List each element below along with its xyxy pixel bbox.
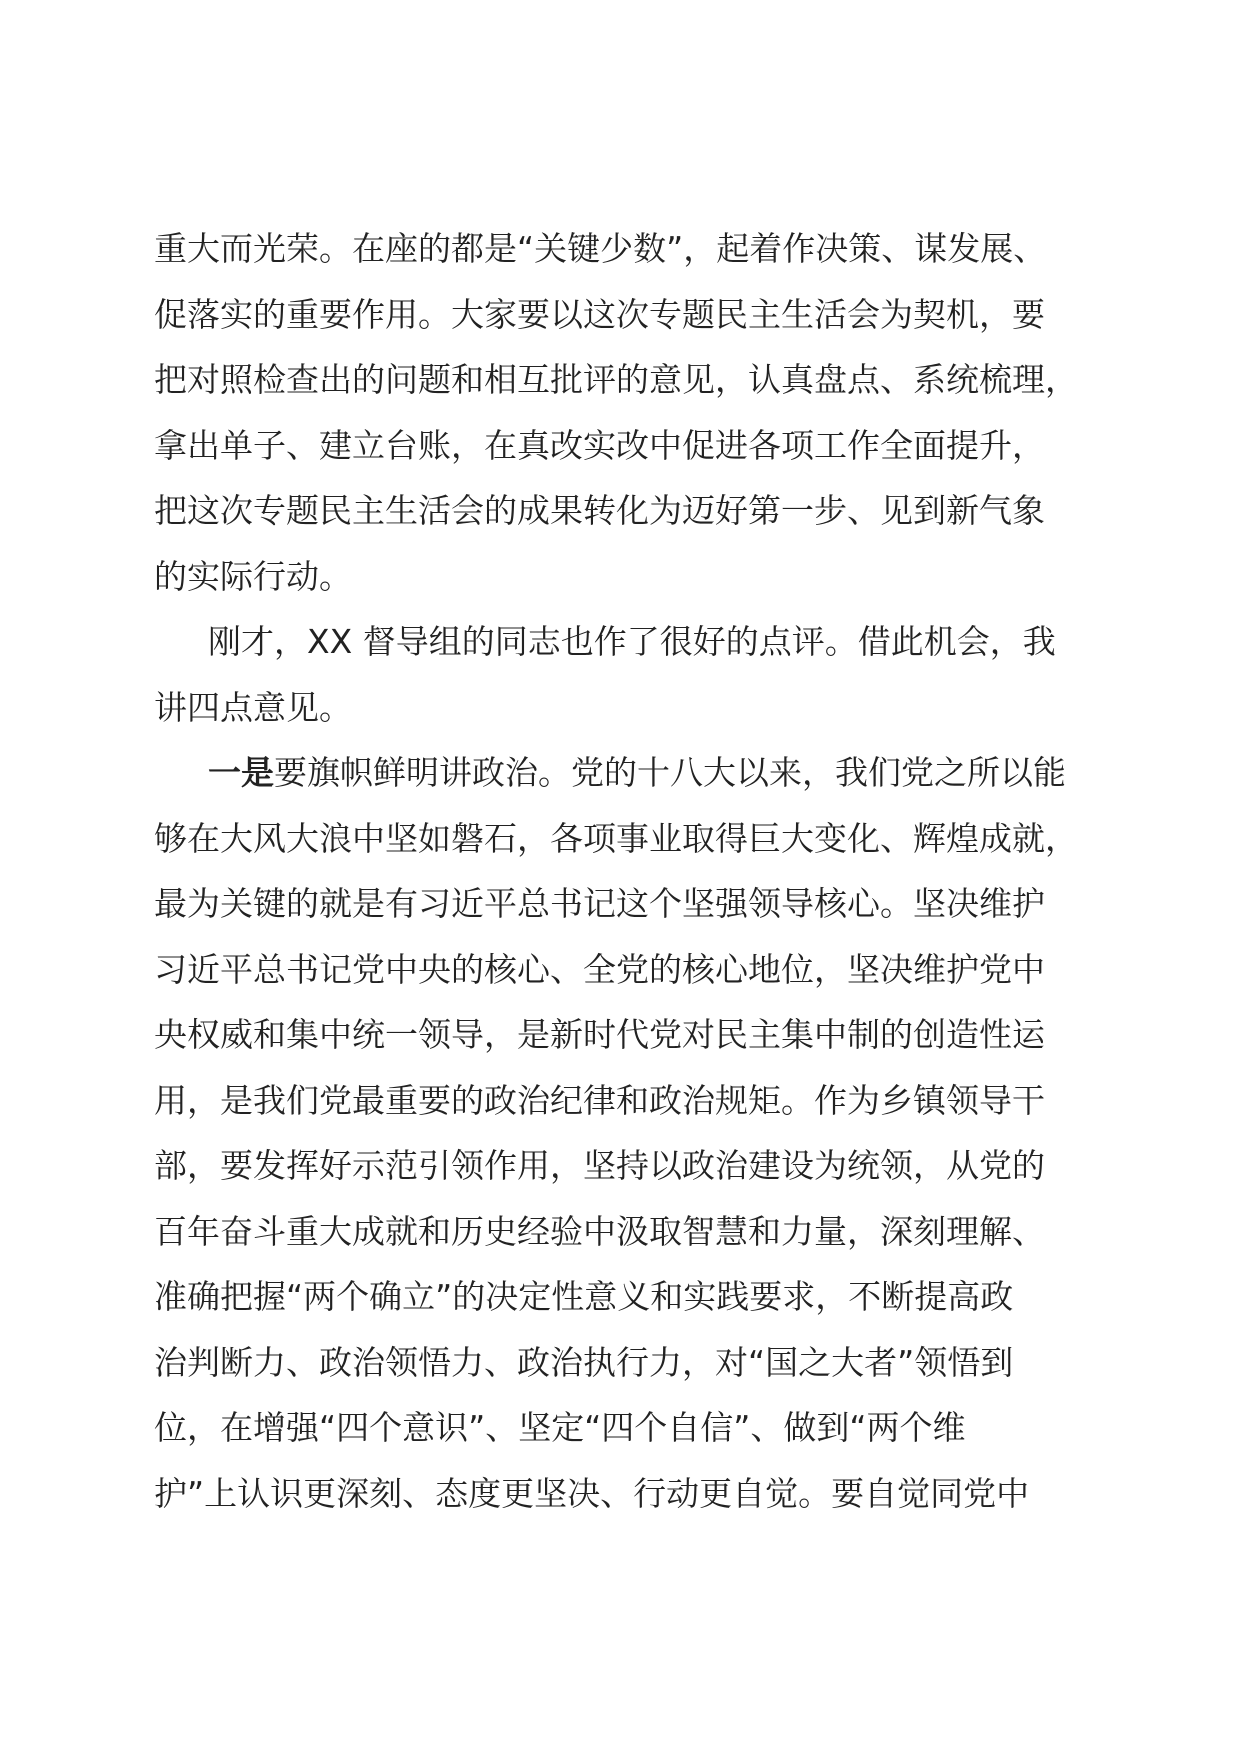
section-heading-lead: 一是 (208, 753, 274, 792)
text-line: 拿出单子、建立台账，在真改实改中促进各项工作全面提升， (154, 425, 1045, 465)
text-line: 准确把握“两个确立”的决定性意义和实践要求，不断提高政 (154, 1277, 1014, 1316)
text-line: 位，在增强“四个意识”、坚定“四个自信”、做到“两个维 (154, 1408, 966, 1447)
text-line: 最为关键的就是有习近平总书记这个坚强领导核心。坚决维护 (154, 884, 1045, 923)
section-one-first-line (154, 740, 1094, 806)
text-line: 护”上认识更深刻、态度更坚决、行动更自觉。要自觉同党中 (154, 1473, 1030, 1513)
text-line: 把这次专题民主生活会的成果转化为迈好第一步、见到新气象 (154, 491, 1045, 530)
text-line: 把对照检查出的问题和相互批评的意见，认真盘点、系统梳理， (154, 360, 1078, 399)
text-line: 央权威和集中统一领导，是新时代党对民主集中制的创造性运 (154, 1015, 1045, 1054)
text-line: 的实际行动。 (154, 556, 352, 596)
text-line: 促落实的重要作用。大家要以这次专题民主生活会为契机，要 (154, 294, 1045, 334)
text-line: 用，是我们党最重要的政治纪律和政治规矩。作为乡镇领导干 (154, 1080, 1045, 1120)
text-line: 百年奋斗重大成就和历史经验中汲取智慧和力量，深刻理解、 (154, 1211, 1045, 1251)
text-line: 部，要发挥好示范引领作用，坚持以政治建设为统领，从党的 (154, 1146, 1045, 1185)
text-line: 要旗帜鲜明讲政治。党的十八大以来，我们党之所以能 (274, 753, 1066, 792)
text-line: 重大而光荣。在座的都是“关键少数”，起着作决策、谋发展、 (154, 229, 1047, 268)
text-line: 讲四点意见。 (154, 687, 352, 727)
text-line: 治判断力、政治领悟力、政治执行力，对“国之大者”领悟到 (154, 1342, 1014, 1382)
body-text (154, 216, 1094, 1526)
text-line: 刚才，XX 督导组的同志也作了很好的点评。借此机会，我 (208, 622, 1056, 661)
text-line: 够在大风大浪中坚如磐石，各项事业取得巨大变化、辉煌成就， (154, 818, 1078, 858)
text-line: 习近平总书记党中央的核心、全党的核心地位，坚决维护党中 (154, 949, 1045, 989)
